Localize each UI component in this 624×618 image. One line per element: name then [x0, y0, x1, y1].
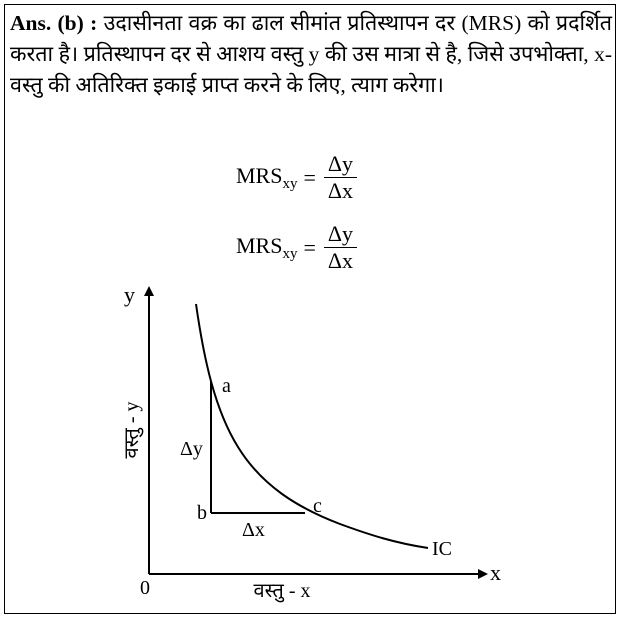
- point-a-label: a: [222, 375, 231, 397]
- formula-denominator: Δx: [327, 178, 354, 203]
- point-c-label: c: [313, 495, 322, 517]
- formula-lhs: MRS: [236, 162, 283, 188]
- point-b-label: b: [197, 502, 207, 524]
- formula-numerator: Δy: [324, 152, 357, 178]
- formula-lhs: MRS: [236, 232, 283, 258]
- y-axis-letter: y: [124, 282, 135, 307]
- indifference-curve: [196, 304, 428, 548]
- x-axis-label: वस्तु - x: [253, 580, 311, 602]
- formula-equals: =: [303, 234, 316, 260]
- origin-label: 0: [140, 577, 150, 599]
- curve-label: IC: [432, 538, 452, 560]
- formula-subscript: xy: [282, 175, 298, 192]
- x-axis-letter: x: [490, 560, 501, 585]
- y-axis-label: वस्तु - y: [121, 401, 143, 459]
- formula-denominator: Δx: [327, 248, 354, 273]
- formula-subscript: xy: [282, 245, 298, 262]
- formula-numerator: Δy: [324, 222, 357, 248]
- delta-x-label: Δx: [242, 519, 265, 541]
- delta-y-label: Δy: [180, 438, 203, 460]
- formula-equals: =: [303, 164, 316, 190]
- answer-label: Ans. (b) :: [10, 11, 98, 35]
- answer-text: उदासीनता वक्र का ढाल सीमांत प्रतिस्थापन दर (MRS) को प्रदर्शित करता है। प्रतिस्थापन दर से आशय वस्तु y की उस मात्रा से है, जिसे उपभोक्ता, x- वस्तु की अतिरिक्त इकाई प्राप्त करने के लिए, त्याग करेगा।: [10, 11, 612, 97]
